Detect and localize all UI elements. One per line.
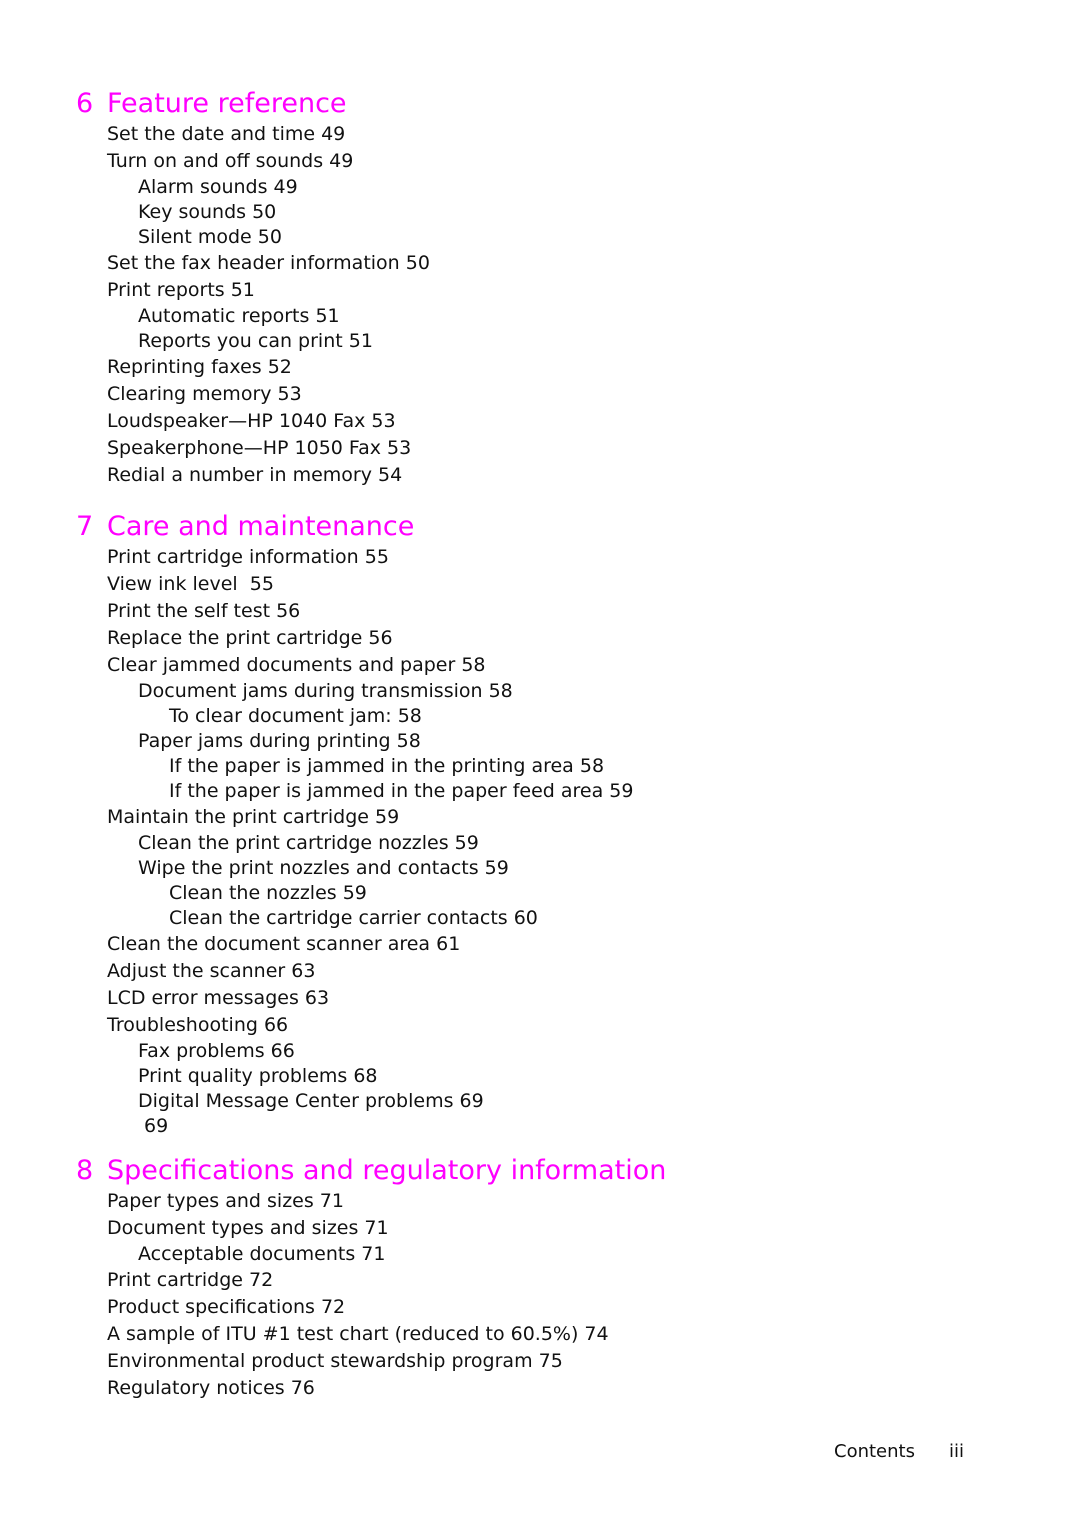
toc-entry[interactable]: Reprinting faxes 52 xyxy=(107,356,292,378)
toc-entry[interactable]: View ink level 55 xyxy=(107,573,274,595)
chapter-heading xyxy=(76,1154,666,1188)
toc-subentry[interactable]: Digital Message Center problems 69 xyxy=(138,1090,484,1112)
toc-subentry[interactable]: Paper jams during printing 58 xyxy=(138,730,421,752)
chapter-title: Specifications and regulatory information xyxy=(107,1155,667,1186)
toc-subsubentry[interactable]: To clear document jam: 58 xyxy=(169,705,422,727)
toc-entry[interactable]: Print the self test 56 xyxy=(107,600,301,622)
chapter-7 xyxy=(76,510,633,1139)
footer-section-label: Contents xyxy=(834,1441,915,1462)
chapter-heading xyxy=(76,510,633,544)
toc-subentry[interactable]: Acceptable documents 71 xyxy=(138,1243,386,1265)
toc-subentry[interactable]: 69 xyxy=(144,1115,169,1137)
toc-entry[interactable]: Maintain the print cartridge 59 xyxy=(107,806,400,828)
toc-entry[interactable]: Set the date and time 49 xyxy=(107,123,346,145)
toc-entry[interactable]: LCD error messages 63 xyxy=(107,987,330,1009)
toc-entry[interactable]: Document types and sizes 71 xyxy=(107,1217,389,1239)
toc-subsubentry[interactable]: Clean the nozzles 59 xyxy=(169,882,367,904)
chapter-title: Care and maintenance xyxy=(107,511,415,542)
chapter-title: Feature reference xyxy=(107,88,347,119)
chapter-heading xyxy=(76,87,430,121)
toc-entry[interactable]: Redial a number in memory 54 xyxy=(107,464,403,486)
toc-subentry[interactable]: Alarm sounds 49 xyxy=(138,176,298,198)
toc-entry[interactable]: Environmental product stewardship program 75 xyxy=(107,1350,563,1372)
toc-entry[interactable]: Clear jammed documents and paper 58 xyxy=(107,654,486,676)
footer-page-number: iii xyxy=(948,1441,964,1462)
chapter-6 xyxy=(76,87,430,489)
toc-subentry[interactable]: Wipe the print nozzles and contacts 59 xyxy=(138,857,509,879)
toc-entry[interactable]: Adjust the scanner 63 xyxy=(107,960,316,982)
toc-entry[interactable]: Regulatory notices 76 xyxy=(107,1377,315,1399)
toc-subentry[interactable]: Key sounds 50 xyxy=(138,201,277,223)
chapter-number: 8 xyxy=(76,1155,94,1186)
toc-subentry[interactable]: Document jams during transmission 58 xyxy=(138,680,513,702)
chapter-8 xyxy=(76,1154,666,1402)
toc-entry[interactable]: Print reports 51 xyxy=(107,279,255,301)
toc-entry[interactable]: Turn on and off sounds 49 xyxy=(107,150,354,172)
toc-entry-list xyxy=(76,1188,666,1402)
toc-subentry[interactable]: Print quality problems 68 xyxy=(138,1065,378,1087)
toc-entry-list xyxy=(76,544,633,1139)
toc-subentry[interactable]: Fax problems 66 xyxy=(138,1040,295,1062)
toc-entry[interactable]: Loudspeaker—HP 1040 Fax 53 xyxy=(107,410,396,432)
toc-entry[interactable]: Print cartridge information 55 xyxy=(107,546,389,568)
toc-subentry[interactable]: Silent mode 50 xyxy=(138,226,282,248)
chapter-number: 6 xyxy=(76,88,94,119)
toc-subsubentry[interactable]: If the paper is jammed in the paper feed area 59 xyxy=(169,780,634,802)
toc-entry[interactable]: Clearing memory 53 xyxy=(107,383,302,405)
chapter-number: 7 xyxy=(76,511,94,542)
toc-entry[interactable]: Troubleshooting 66 xyxy=(107,1014,289,1036)
toc-entry[interactable]: Print cartridge 72 xyxy=(107,1269,274,1291)
toc-entry[interactable]: Speakerphone—HP 1050 Fax 53 xyxy=(107,437,412,459)
toc-entry[interactable]: Replace the print cartridge 56 xyxy=(107,627,393,649)
toc-subentry[interactable]: Clean the print cartridge nozzles 59 xyxy=(138,832,479,854)
toc-entry[interactable]: Clean the document scanner area 61 xyxy=(107,933,461,955)
toc-entry[interactable]: A sample of ITU #1 test chart (reduced to 60.5%) 74 xyxy=(107,1323,609,1345)
toc-subsubentry[interactable]: If the paper is jammed in the printing area 58 xyxy=(169,755,605,777)
toc-entry[interactable]: Product specifications 72 xyxy=(107,1296,346,1318)
toc-subsubentry[interactable]: Clean the cartridge carrier contacts 60 xyxy=(169,907,538,929)
toc-subentry[interactable]: Reports you can print 51 xyxy=(138,330,373,352)
toc-entry-list xyxy=(76,121,430,489)
toc-entry[interactable]: Set the fax header information 50 xyxy=(107,252,430,274)
page-footer xyxy=(834,1440,964,1464)
toc-entry[interactable]: Paper types and sizes 71 xyxy=(107,1190,344,1212)
toc-subentry[interactable]: Automatic reports 51 xyxy=(138,305,340,327)
